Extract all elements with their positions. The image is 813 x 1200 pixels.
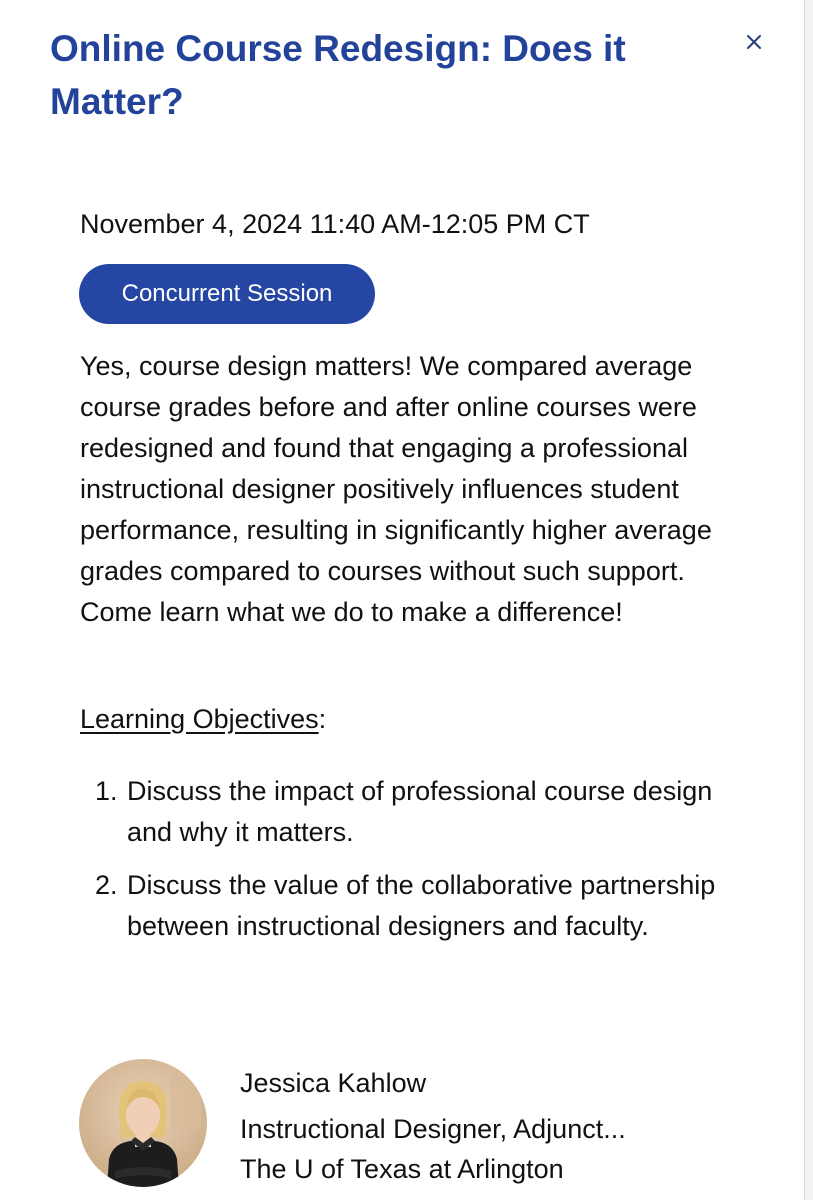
session-timezone: CT — [553, 209, 590, 239]
objective-item — [80, 865, 740, 947]
objective-number: 1. — [95, 776, 118, 806]
speaker-organization: The U of Texas at Arlington — [240, 1154, 564, 1184]
objective-item — [80, 771, 740, 853]
scrollbar[interactable] — [804, 0, 813, 1200]
session-type-badge[interactable]: Concurrent Session — [79, 264, 375, 324]
objective-number: 2. — [95, 870, 118, 900]
session-date-time-range: November 4, 2024 11:40 AM-12:05 PM — [80, 209, 547, 239]
session-datetime — [80, 205, 590, 243]
speaker-card[interactable] — [79, 1058, 779, 1188]
learning-objectives-list — [80, 771, 740, 959]
close-button[interactable] — [740, 28, 768, 56]
learning-objectives-heading-text: Learning Objectives — [80, 704, 319, 734]
learning-objectives-heading — [80, 700, 326, 738]
session-description: Yes, course design matters! We compared average course grades before and after online courses were redesigned and found that engaging a professional instructional designer positively influences student performance, resulting in significantly higher average grades compared to courses without such support. Come learn what we do to make a difference! — [80, 351, 712, 627]
speaker-photo — [79, 1059, 207, 1187]
learning-objectives-heading-colon: : — [318, 704, 327, 734]
close-icon — [746, 34, 762, 50]
speaker-name[interactable]: Jessica Kahlow — [240, 1068, 427, 1098]
speaker-role: Instructional Designer, Adjunct... — [240, 1114, 626, 1144]
objective-text: Discuss the value of the collaborative partnership between instructional designers and faculty. — [127, 870, 716, 941]
speaker-avatar[interactable] — [79, 1059, 207, 1187]
objective-text: Discuss the impact of professional course design and why it matters. — [127, 776, 713, 847]
session-title: Online Course Redesign: Does it Matter? — [50, 28, 626, 122]
